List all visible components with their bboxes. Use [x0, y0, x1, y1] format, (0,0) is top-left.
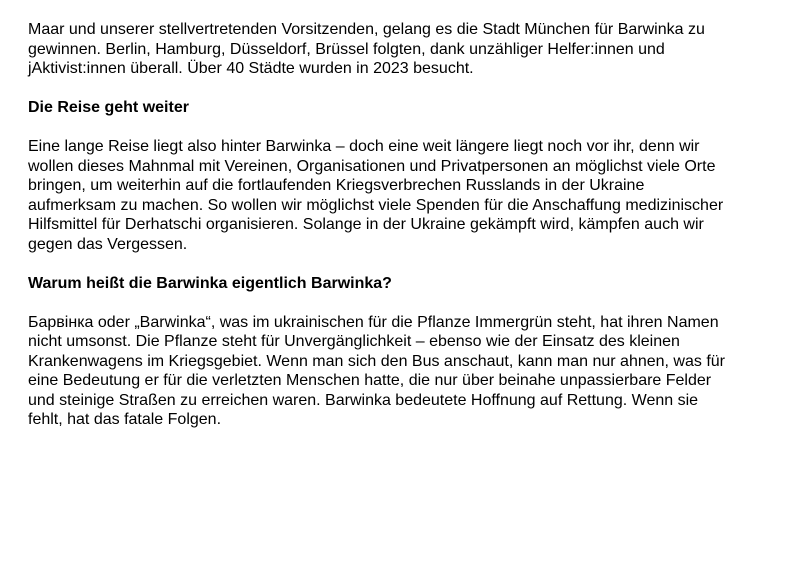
text-line: Maar und unserer stellvertretenden Vorsitzenden, gelang es die Stadt München für Barwinka zu — [28, 21, 705, 38]
text-line: gegen das Vergessen. — [28, 235, 188, 253]
section-heading-name-origin: Warum heißt die Barwinka eigentlich Barwinka? — [28, 274, 392, 292]
text-line: Hilfsmittel für Derhatschi organisieren. Solange in der Ukraine gekämpft wird, kämpfen auch wir — [28, 216, 704, 233]
text-line: nicht umsonst. Die Pflanze steht für Unvergänglichkeit – ebenso wie der Einsatz des kleinen — [28, 333, 680, 350]
text-line: Барвінка oder „Barwinka“, was im ukrainischen für die Pflanze Immergrün steht, hat ihren Namen — [28, 313, 719, 331]
document-page — [28, 20, 788, 449]
text-line: Eine lange Reise liegt also hinter Barwinka – doch eine weit längere liegt noch vor ihr, denn wir — [28, 138, 700, 155]
paragraph-munich-cities — [28, 20, 788, 79]
text-line: bringen, um weiterhin auf die fortlaufenden Kriegsverbrechen Russlands in der Ukraine — [28, 177, 645, 194]
paragraph-name-origin — [28, 313, 788, 430]
text-line: fehlt, hat das fatale Folgen. — [28, 411, 222, 428]
section-heading-journey: Die Reise geht weiter — [28, 99, 189, 116]
text-line: gewinnen. Berlin, Hamburg, Düsseldorf, Brüssel folgten, dank unzähliger Helfer:innen und — [28, 40, 665, 58]
paragraph-journey — [28, 137, 788, 254]
text-line: aufmerksam zu machen. So wollen wir möglichst viele Spenden für die Anschaffung medizinischer — [28, 196, 724, 214]
text-line: eine Bedeutung er für die verletzten Menschen hatte, die nur über beinahe unpassierbare Felder — [28, 372, 712, 389]
text-line: und steinige Straßen zu erreichen waren. Barwinka bedeutete Hoffnung auf Rettung. Wenn sie — [28, 391, 699, 409]
text-line: wollen dieses Mahnmal mit Vereinen, Organisationen und Privatpersonen an möglichst viele Orte — [28, 157, 716, 175]
text-line: jAktivist:innen überall. Über 40 Städte wurden in 2023 besucht. — [28, 60, 474, 77]
text-line: Krankenwagens im Kriegsgebiet. Wenn man sich den Bus anschaut, kann man nur ahnen, was für — [28, 352, 725, 370]
